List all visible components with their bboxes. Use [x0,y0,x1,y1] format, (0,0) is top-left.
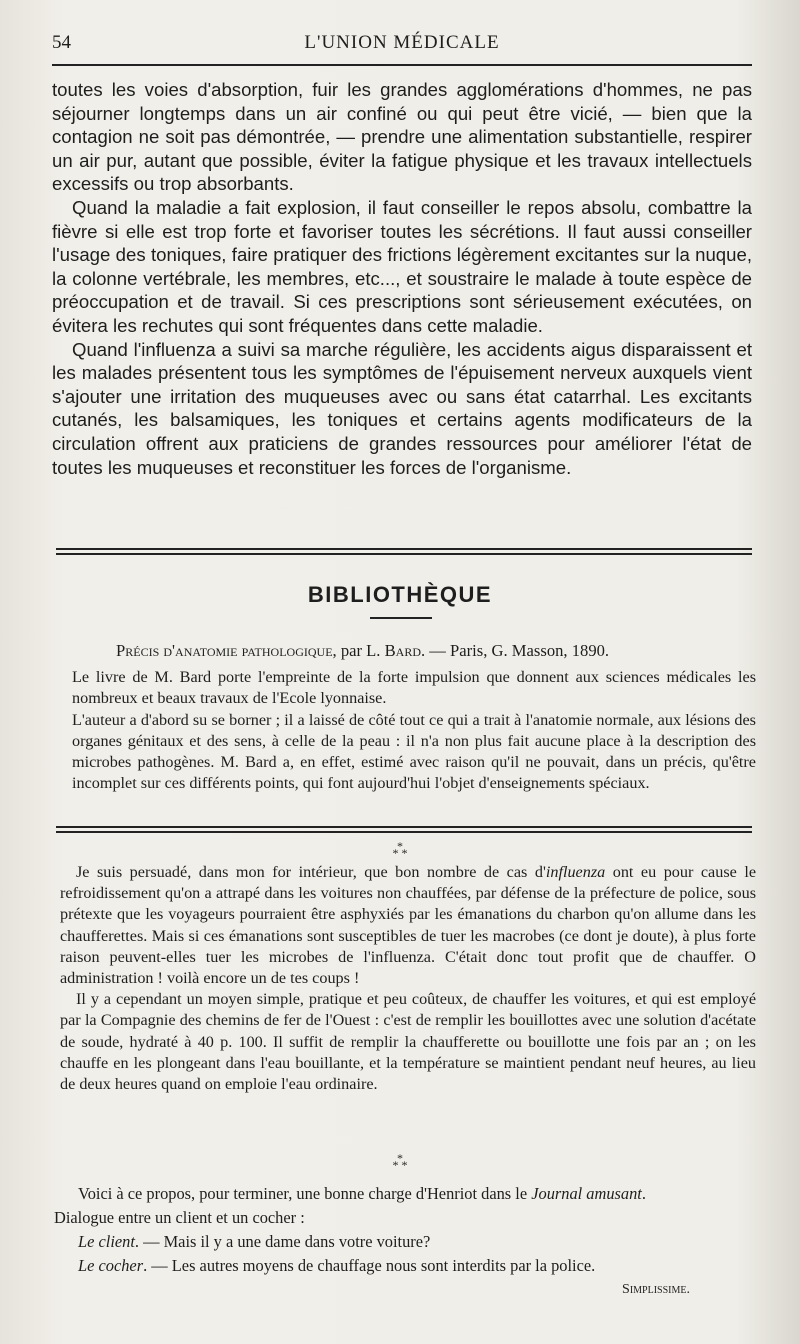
closing-section [54,1182,756,1302]
page-header [52,30,752,60]
citation-by: par L. [336,641,385,660]
text-run: . — Les autres moyens de chauffage nous sont interdits par la police. [143,1256,596,1275]
text-run: . [641,1184,646,1203]
book-author: Bard [384,641,421,660]
italic-term: influenza [545,863,606,881]
signature-text: Simplissime. [622,1282,690,1297]
section-divider [56,548,752,555]
section-title-underline [370,617,432,619]
paragraph: Il y a cependant un moyen simple, pratique et peu coûteux, de chauffer les voitures, et qui est employé par la Compagnie des chemins de fer de l'Ouest : c'est de remplir les bouillottes avec une solution d'acétate de soude, hydraté à 40 p. 100. Il suffit de remplir la chaufferette ou bouillotte une fois par an ; on les chauffe en les plongeant dans l'eau bouillante, et la température se maintient pendant neuf heures, au lieu de deux heures quand on emploie l'eau ordinaire. [60,990,756,1094]
text-run: ont eu pour cause le refroidissement qu'on a attrapé dans les voitures non chauffées, par défense de la préfecture de police, sous prétexte que les voyageurs pourraient être asphyxiés par les émanations du charbon qu'on allume dans les chaufferettes. Mais si ces émanations sont susceptibles de tuer les macrobes (ce dont je doute), à plus forte raison peuvent-elles tuer les microbes de l'influenza. C'était donc tout profit que de chauffer. O administration ! voilà encore un de tes coups ! [60,863,756,988]
asterism-glyph: * * * [392,1151,408,1172]
speaker: Le cocher [78,1256,144,1275]
running-title: L'UNION MÉDICALE [304,32,500,53]
dialogue-line [54,1230,756,1254]
asterism [0,1151,800,1172]
header-rule [52,64,752,66]
text-run: Je suis persuadé, dans mon for intérieur, que bon nombre de cas d' [76,863,546,881]
paragraph: Quand l'influenza a suivi sa marche régulière, les accidents aigus disparaissent et les malades présentent tous les symptômes de l'épuisement nerveux auxquels vient s'ajouter une irritation des muqueuses avec ou sans état catarrhal. Les excitants cutanés, les balsamiques, les toniques et certains agents modificateurs de la circulation offrent aux praticiens de grandes ressources pour améliorer l'état de toutes les muqueuses et reconstituer les forces de l'organisme. [52,338,752,478]
book-citation [72,640,756,661]
paragraph: L'auteur a d'abord su se borner ; il a laissé de côté tout ce qui a trait à l'anatomie normale, aux lésions des organes génitaux et des sens, à celle de la peau : il n'a non plus fait aucune place à la description des microbes pathogènes. M. Bard a, en effet, estimé avec raison qu'il ne pouvait, dans un précis, qu'être incomplet sur ces différents points, qui font aujourd'hui l'objet d'enseignements spéciaux. [72,710,756,793]
citation-publisher: . — Paris, G. Masson, 1890. [421,641,610,660]
paragraph [54,1182,756,1206]
signature [54,1278,756,1302]
book-title: Précis d'anatomie pathologique, [116,641,337,660]
asterism [0,839,800,860]
journal-title: Journal amusant [531,1184,642,1203]
paragraph: Quand la maladie a fait explosion, il faut conseiller le repos absolu, combattre la fièvre si elle est trop forte et favoriser toutes les sécrétions. Il faut aussi conseiller l'usage des toniques, faire pratiquer des frictions légèrement excitantes sur la nuque, la colonne vertébrale, les membres, etc..., et soustraire le malade à toute espèce de préoccupation et de travail. Si ces prescriptions sont sérieusement exécutées, on évitera les rechutes qui sont fréquentes dans cette maladie. [52,196,752,336]
paragraph: Le livre de M. Bard porte l'empreinte de la forte impulsion que donnent aux sciences médicales les nombreux et beaux travaux de l'Ecole lyonnaise. [72,668,756,708]
speaker: Le client [78,1232,135,1251]
section-divider [56,826,752,833]
text-run: Voici à ce propos, pour terminer, une bonne charge d'Henriot dans le [78,1184,532,1203]
article-continuation [52,78,752,479]
anecdote-section [60,862,756,1095]
page-number: 54 [52,32,71,53]
dialogue-line [54,1254,756,1278]
section-title: BIBLIOTHÈQUE [307,582,493,607]
paragraph: toutes les voies d'absorption, fuir les grandes agglomérations d'hommes, ne pas séjourner longtemps dans un air confiné ou qui peut être vicié, — bien que la contagion ne soit pas démontrée, — prendre une alimentation substantielle, respirer un air pur, autant que possible, éviter la fatigue physique et les travaux intellectuels excessifs ou trop absorbants. [52,79,752,195]
text-run: . — Mais il y a une dame dans votre voiture? [134,1232,431,1251]
asterism-glyph: * * * [392,839,408,860]
paragraph: Dialogue entre un client et un cocher : [54,1208,305,1227]
paragraph [60,862,756,989]
book-review [72,640,756,794]
